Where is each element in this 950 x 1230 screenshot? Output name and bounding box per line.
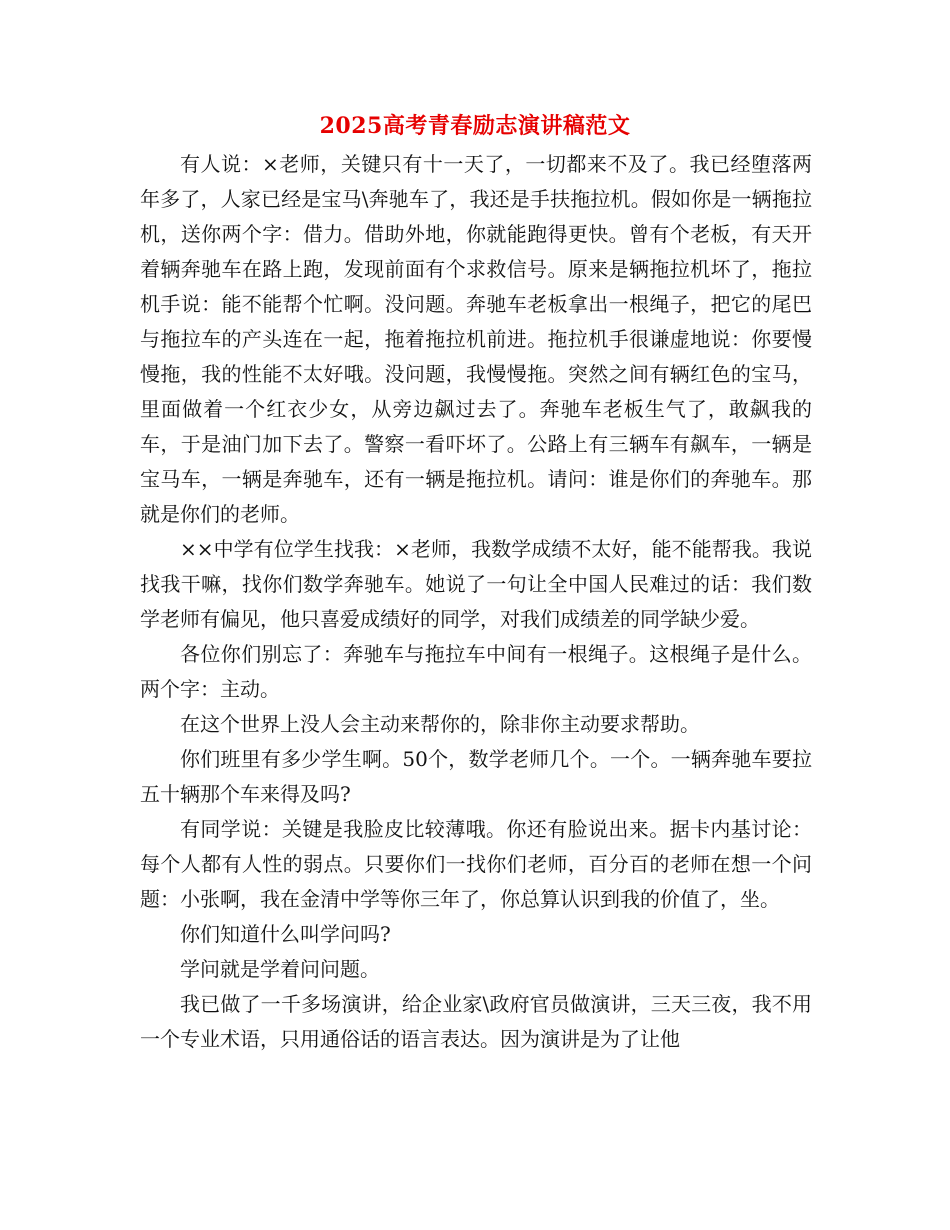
paragraph: 在这个世界上没人会主动来帮你的，除非你主动要求帮助。 <box>180 712 700 736</box>
paragraph: 有同学说：关键是我脸皮比较薄哦。你还有脸说出来。据卡内基讨论：每个人都有人性的弱点。只要你们一找你们老师，百分百的老师在想一个问题：小张啊，我在金清中学等你三年了，你总算认识到我的价值了，坐。 <box>140 817 812 911</box>
document-title: 2025高考青春励志演讲稿范文 <box>319 113 631 139</box>
paragraph: 学问就是学着问问题。 <box>180 957 380 981</box>
paragraph: 我已做了一千多场演讲，给企业家\政府官员做演讲，三天三夜，我不用一个专业术语，只用通俗话的语言表达。因为演讲是为了让他 <box>140 992 812 1051</box>
paragraph: 有人说：×老师，关键只有十一天了，一切都来不及了。我已经堕落两年多了，人家已经是宝马\奔驰车了，我还是手扶拖拉机。假如你是一辆拖拉机，送你两个字：借力。借助外地，你就能跑得更快。曾有个老板，有天开着辆奔驰车在路上跑，发现前面有个求救信号。原来是辆拖拉机坏了，拖拉机手说：能不能帮个忙啊。没问题。奔驰车老板拿出一根绳子，把它的尾巴与拖拉车的产头连在一起，拖着拖拉机前进。拖拉机手很谦虚地说：你要慢慢拖，我的性能不太好哦。没问题，我慢慢拖。突然之间有辆红色的宝马，里面做着一个红衣少女，从旁边飙过去了。奔驰车老板生气了，敢飙我的车，于是油门加下去了。警察一看吓坏了。公路上有三辆车有飙车，一辆是宝马车，一辆是奔驰车，还有一辆是拖拉机。请问：谁是你们的奔驰车。那就是你们的老师。 <box>140 152 812 526</box>
paragraph: 各位你们别忘了：奔驰车与拖拉车中间有一根绳子。这根绳子是什么。两个字：主动。 <box>140 642 812 701</box>
paragraph: 你们班里有多少学生啊。50个，数学老师几个。一个。一辆奔驰车要拉五十辆那个车来得及吗? <box>140 747 812 806</box>
document-body <box>140 147 812 1057</box>
paragraph: ××中学有位学生找我：×老师，我数学成绩不太好，能不能帮我。我说找我干嘛，找你们数学奔驰车。她说了一句让全中国人民难过的话：我们数学老师有偏见，他只喜爱成绩好的同学，对我们成绩差的同学缺少爱。 <box>140 537 812 631</box>
paragraph: 你们知道什么叫学问吗? <box>180 922 391 946</box>
